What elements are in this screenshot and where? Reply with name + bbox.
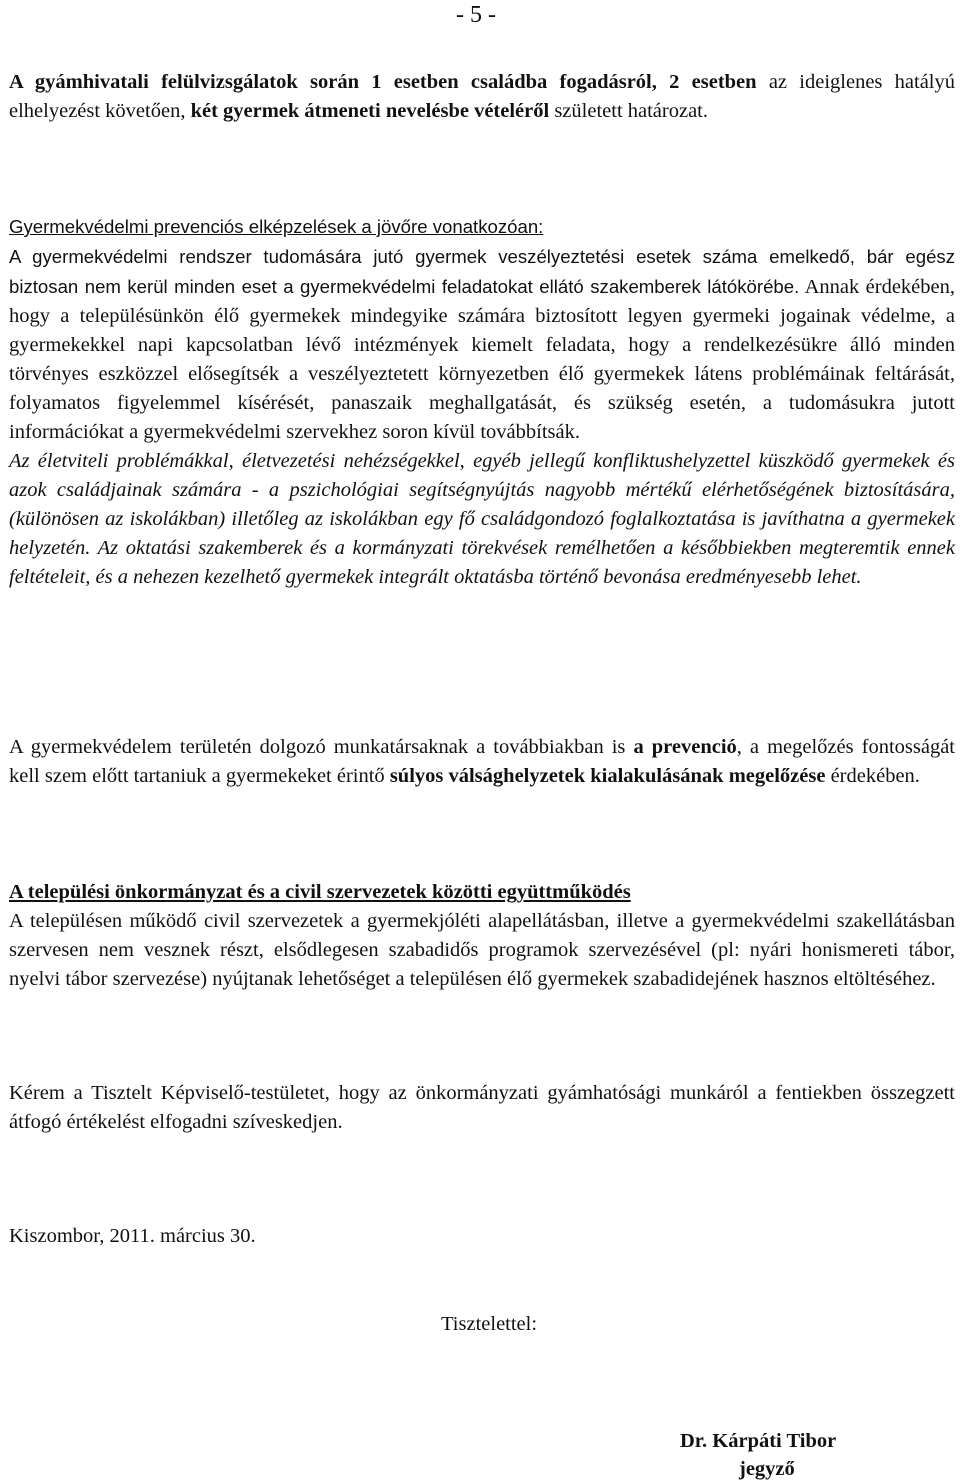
date-line: Kiszombor, 2011. március 30. bbox=[9, 1225, 256, 1247]
paragraph-prevention-importance bbox=[9, 733, 955, 791]
civil-text: A településen működő civil szervezetek a gyermekjóléti alapellátásban, illetve a gyermekvédelmi szakellátásban szervesen nem vesznek részt, elsődlegesen szabadidős programok szervezésével (pl: nyári honismereti tábor, nyelvi tábor szervezése) nyújtanak lehetőséget a településen élő gyermekek szabadidejének hasznos eltöltéséhez. bbox=[9, 910, 955, 990]
section-prevention bbox=[9, 212, 955, 592]
importance-bold-1: a prevenció bbox=[633, 736, 737, 758]
signer-title: jegyző bbox=[739, 1458, 795, 1480]
decisions-bold-2: két gyermek átmeneti nevelésbe vételéről bbox=[190, 100, 550, 122]
paragraph-request: Kérem a Tisztelt Képviselő-testületet, hogy az önkormányzati gyámhatósági munkáról a fentiekben összegzett átfogó értékelést elfogadni szíveskedjen. bbox=[9, 1082, 955, 1133]
prevention-heading: Gyermekvédelmi prevenciós elképzelések a jövőre vonatkozóan: bbox=[9, 216, 544, 237]
greeting: Tisztelettel: bbox=[441, 1313, 538, 1335]
paragraph-decisions bbox=[9, 68, 955, 126]
importance-text-3: érdekében. bbox=[825, 765, 920, 787]
prevention-italic-text: Az életviteli problémákkal, életvezetési nehézségekkel, egyéb jellegű konfliktushelyzettel küszködő gyermekek és azok családjainak számára - a pszichológiai segítségnyújtás nagyobb mértékű elérhetőségének biztosítására, (különösen az iskolákban) illetőleg az iskolákban egy fő családgondozó foglalkoztatása is javíthatna a gyermekek helyzetén. Az oktatási szakemberek és a kormányzati törekvések remélhetően a későbbiekben megteremtik ennek feltételeit, és a nehezen kezelhető gyermekek integrált oktatásba történő bevonása eredményesebb lehet. bbox=[9, 450, 955, 588]
decisions-text-2: született határozat. bbox=[549, 100, 708, 122]
prevention-serif-text: Annak érdekében, hogy a településünkön élő gyermekek mindegyike számára biztosított legyen gyermeki jogainak védelme, a gyermekekkel napi kapcsolatban lévő intézmények kiemelt feladata, hogy a rendelkezésükre álló minden törvényes eszközzel elősegítsék a veszélyeztetett környezetben élő gyermekek látens problémáinak feltárását, folyamatos figyelemmel kísérését, panaszaik meghallgatását, és szükség esetén, a tudomásukra jutott információkat a gyermekvédelmi szervekhez soron kívül továbbítsák. bbox=[9, 276, 955, 443]
signer-name: Dr. Kárpáti Tibor bbox=[680, 1430, 837, 1452]
section-civil-cooperation bbox=[9, 878, 955, 994]
decisions-text-1: az ideiglenes hatályú elhelyezést követően, bbox=[9, 71, 955, 122]
importance-bold-2: súlyos válsághelyzetek kialakulásának megelőzése bbox=[389, 765, 826, 787]
prevention-sans-text: A gyermekvédelmi rendszer tudomására jutó gyermek veszélyeztetési esetek száma emelkedő, bár egész biztosan nem kerül minden eset a gyermekvédelmi feladatokat ellátó szakemberek látókörébe. bbox=[9, 246, 955, 297]
decisions-bold-1: A gyámhivatali felülvizsgálatok során 1 esetben családba fogadásról, 2 esetben bbox=[9, 71, 757, 93]
importance-text-1: A gyermekvédelem területén dolgozó munkatársaknak a továbbiakban is bbox=[9, 736, 634, 758]
importance-text-2: , a megelőzés fontosságát kell szem előtt tartaniuk a gyermekeket érintő bbox=[9, 736, 955, 787]
civil-heading: A települési önkormányzat és a civil szervezetek közötti együttműködés bbox=[9, 881, 631, 903]
page-number: - 5 - bbox=[456, 2, 496, 28]
